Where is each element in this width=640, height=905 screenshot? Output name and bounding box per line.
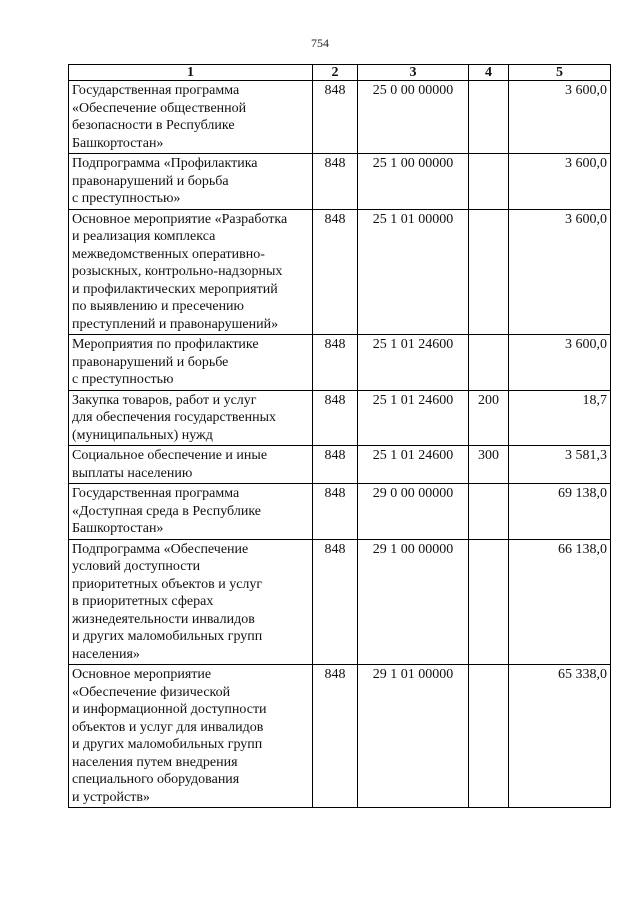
row-amount: 66 138,0 — [509, 539, 611, 665]
row-description: Государственная программа «Обеспечение общественной безопасности в Республике Башкортостан» — [69, 81, 313, 154]
row-department-code: 848 — [313, 335, 358, 391]
row-description: Подпрограмма «Обеспечение условий доступности приоритетных объектов и услуг в приоритетных сферах жизнедеятельности инвалидов и других маломобильных групп населения» — [69, 539, 313, 665]
row-expense-type — [469, 539, 509, 665]
table-row — [69, 539, 611, 665]
row-target-code: 29 0 00 00000 — [358, 484, 469, 540]
row-amount: 69 138,0 — [509, 484, 611, 540]
table-row — [69, 446, 611, 484]
table-row — [69, 484, 611, 540]
row-description: Социальное обеспечение и иные выплаты населению — [69, 446, 313, 484]
row-amount: 3 600,0 — [509, 209, 611, 335]
table-row — [69, 154, 611, 210]
row-target-code: 25 1 01 24600 — [358, 390, 469, 446]
table-row — [69, 390, 611, 446]
row-expense-type — [469, 81, 509, 154]
row-description: Основное мероприятие «Обеспечение физической и информационной доступности объектов и услуг для инвалидов и других маломобильных групп населения путем внедрения специального оборудования и устройств» — [69, 665, 313, 808]
table-row — [69, 81, 611, 154]
row-expense-type — [469, 335, 509, 391]
row-expense-type — [469, 665, 509, 808]
row-department-code: 848 — [313, 81, 358, 154]
row-expense-type — [469, 209, 509, 335]
header-col-5: 5 — [509, 65, 611, 81]
row-amount: 3 600,0 — [509, 335, 611, 391]
row-target-code: 25 1 01 24600 — [358, 446, 469, 484]
row-target-code: 25 1 01 00000 — [358, 209, 469, 335]
row-amount: 3 600,0 — [509, 154, 611, 210]
header-col-1: 1 — [69, 65, 313, 81]
row-department-code: 848 — [313, 209, 358, 335]
row-target-code: 29 1 00 00000 — [358, 539, 469, 665]
row-expense-type — [469, 154, 509, 210]
row-amount: 3 600,0 — [509, 81, 611, 154]
row-amount: 18,7 — [509, 390, 611, 446]
table-row — [69, 335, 611, 391]
header-col-4: 4 — [469, 65, 509, 81]
row-amount: 3 581,3 — [509, 446, 611, 484]
row-amount: 65 338,0 — [509, 665, 611, 808]
row-description: Подпрограмма «Профилактика правонарушений и борьба с преступностью» — [69, 154, 313, 210]
row-department-code: 848 — [313, 154, 358, 210]
row-description: Основное мероприятие «Разработка и реализация комплекса межведомственных оперативно- розыскных, контрольно-надзорных и профилактических мероприятий по выявлению и пресечению преступлений и правонарушений» — [69, 209, 313, 335]
row-department-code: 848 — [313, 446, 358, 484]
row-target-code: 25 1 00 00000 — [358, 154, 469, 210]
row-expense-type: 300 — [469, 446, 509, 484]
row-description: Государственная программа «Доступная среда в Республике Башкортостан» — [69, 484, 313, 540]
table-header-row — [69, 65, 611, 81]
row-target-code: 25 0 00 00000 — [358, 81, 469, 154]
budget-table — [68, 64, 611, 808]
header-col-2: 2 — [313, 65, 358, 81]
header-col-3: 3 — [358, 65, 469, 81]
row-expense-type — [469, 484, 509, 540]
row-target-code: 25 1 01 24600 — [358, 335, 469, 391]
row-department-code: 848 — [313, 484, 358, 540]
row-department-code: 848 — [313, 665, 358, 808]
row-target-code: 29 1 01 00000 — [358, 665, 469, 808]
page-number: 754 — [311, 36, 329, 50]
table-row — [69, 665, 611, 808]
row-description: Мероприятия по профилактике правонарушений и борьбе с преступностью — [69, 335, 313, 391]
table-row — [69, 209, 611, 335]
row-department-code: 848 — [313, 390, 358, 446]
row-description: Закупка товаров, работ и услуг для обеспечения государственных (муниципальных) нужд — [69, 390, 313, 446]
row-department-code: 848 — [313, 539, 358, 665]
row-expense-type: 200 — [469, 390, 509, 446]
